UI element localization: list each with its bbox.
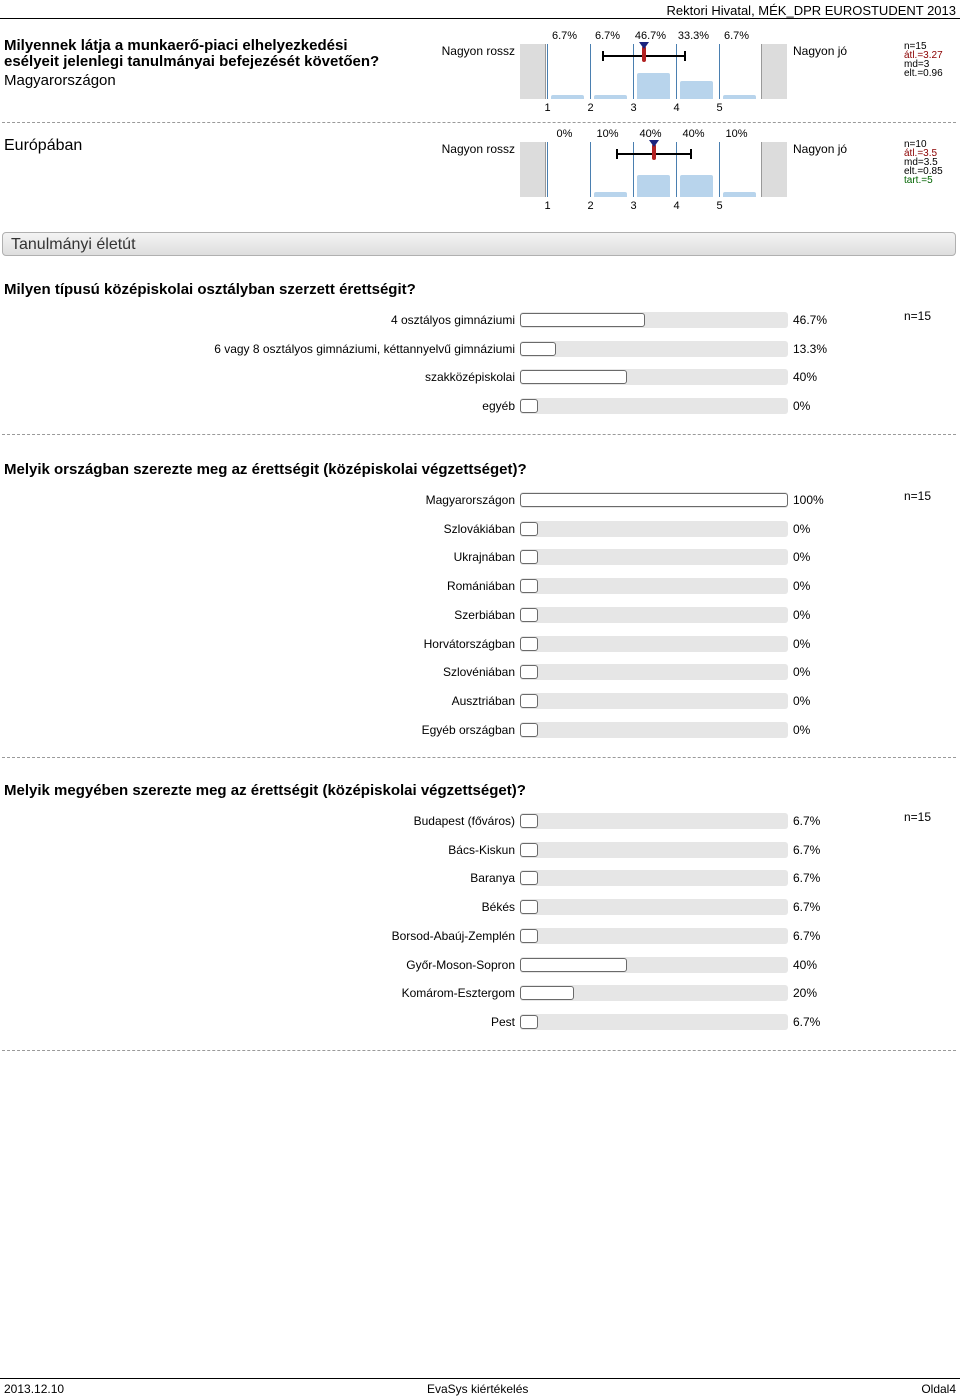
option-label: Borsod-Abaúj-Zemplén bbox=[391, 928, 515, 943]
sd-cap-right bbox=[684, 51, 686, 61]
option-label: Magyarországon bbox=[425, 493, 515, 507]
option-percent: 6.7% bbox=[793, 871, 821, 886]
bar-fill bbox=[520, 493, 788, 507]
option-label: Bács-Kiskun bbox=[448, 842, 515, 857]
option-label: Romániában bbox=[446, 579, 515, 594]
percent-label: 10% bbox=[725, 128, 748, 140]
option-percent: 0% bbox=[793, 607, 811, 622]
n-count: n=15 bbox=[904, 489, 932, 503]
option-label: Győr-Moson-Sopron bbox=[406, 957, 515, 972]
bar-fill bbox=[520, 958, 627, 972]
stat-md: md=3.5 bbox=[904, 157, 938, 168]
histogram-tick-line bbox=[719, 142, 720, 197]
option-label: 6 vagy 8 osztályos gimnáziumi, kéttannyelvű gimnáziumi bbox=[214, 341, 515, 356]
option-percent: 13.3% bbox=[793, 341, 828, 356]
question-title: Milyen típusú középiskolai osztályban szerzett érettségit? bbox=[4, 281, 416, 298]
histogram-bar bbox=[723, 192, 756, 198]
option-percent: 0% bbox=[793, 665, 811, 680]
option-percent: 6.7% bbox=[793, 842, 821, 857]
tick-label: 5 bbox=[716, 200, 723, 212]
histogram-tick-line bbox=[633, 44, 634, 99]
scale-side-left bbox=[520, 44, 545, 99]
option-label: Baranya bbox=[470, 871, 515, 886]
tick-label: 1 bbox=[544, 102, 551, 114]
tick-label: 4 bbox=[673, 102, 680, 114]
scale-left-label: Nagyon rossz bbox=[441, 142, 515, 156]
bar-track bbox=[520, 398, 788, 414]
bar-fill bbox=[520, 579, 538, 593]
bar-fill bbox=[520, 637, 538, 651]
stat-abst: tart.=5 bbox=[904, 175, 933, 186]
bar-fill bbox=[520, 871, 538, 885]
bar-track bbox=[520, 607, 788, 623]
scale-row-2-sub: Európában bbox=[4, 137, 83, 154]
scale-right-label: Nagyon jó bbox=[793, 142, 848, 156]
bar-fill bbox=[520, 986, 574, 1000]
scale-side-right bbox=[762, 142, 787, 197]
stat-n: n=10 bbox=[904, 139, 927, 150]
option-percent: 40% bbox=[793, 370, 818, 385]
option-label: Szlovákiában bbox=[443, 521, 515, 536]
percent-label: 6.7% bbox=[723, 30, 750, 42]
percent-label: 33.3% bbox=[677, 30, 710, 42]
histogram-bar bbox=[594, 192, 627, 198]
histogram-bar bbox=[551, 95, 584, 99]
histogram-tick-line bbox=[719, 44, 720, 99]
bar-fill bbox=[520, 723, 538, 737]
tick-label: 3 bbox=[630, 200, 637, 212]
histogram-bar bbox=[680, 175, 713, 197]
option-percent: 20% bbox=[793, 986, 818, 1001]
n-count: n=15 bbox=[904, 810, 932, 824]
option-percent: 6.7% bbox=[793, 1014, 821, 1029]
stat-n: n=15 bbox=[904, 41, 927, 52]
bar-track bbox=[520, 664, 788, 680]
footer-date: 2013.12.10 bbox=[4, 1382, 65, 1396]
separator bbox=[2, 1050, 956, 1051]
median-marker bbox=[649, 140, 659, 147]
option-label: Pest bbox=[490, 1014, 515, 1029]
bar-track bbox=[520, 899, 788, 915]
stat-mean: átl.=3.5 bbox=[904, 148, 938, 159]
sd-cap-left bbox=[616, 149, 618, 159]
question-title: Melyik országban szerezte meg az érettségit (középiskolai végzettséget)? bbox=[4, 461, 527, 478]
histogram-tick-line bbox=[547, 142, 548, 197]
option-label: Horvátországban bbox=[423, 636, 515, 651]
scale-right-label: Nagyon jó bbox=[793, 44, 848, 58]
bar-track bbox=[520, 722, 788, 738]
bar-fill bbox=[520, 694, 538, 708]
bar-track bbox=[520, 636, 788, 652]
report-header: Rektori Hivatal, MÉK_DPR EUROSTUDENT 2013 bbox=[666, 3, 956, 18]
percent-label: 10% bbox=[596, 128, 619, 140]
option-percent: 6.7% bbox=[793, 814, 821, 828]
bar-fill bbox=[520, 522, 538, 536]
question-title: Melyik megyében szerezte meg az érettségit (középiskolai végzettséget)? bbox=[4, 782, 526, 799]
option-percent: 0% bbox=[793, 579, 811, 594]
bar-fill bbox=[520, 929, 538, 943]
stat-sd: elt.=0.96 bbox=[904, 68, 943, 79]
tick-label: 2 bbox=[587, 200, 594, 212]
bar-fill bbox=[520, 342, 556, 356]
option-percent: 100% bbox=[793, 493, 824, 507]
option-percent: 6.7% bbox=[793, 900, 821, 915]
option-label: Szlovéniában bbox=[442, 665, 515, 680]
option-label: egyéb bbox=[482, 399, 515, 414]
bar-fill bbox=[520, 665, 538, 679]
scale-question-title: Milyennek látja a munkaerő-piaci elhelyezkedési esélyeit jelenlegi tanulmányai befejezését követően? bbox=[4, 37, 380, 70]
bar-track bbox=[520, 341, 788, 357]
option-label: Szerbiában bbox=[454, 607, 515, 622]
tick-label: 1 bbox=[544, 200, 551, 212]
header-divider bbox=[0, 18, 960, 19]
histogram-tick-line bbox=[590, 44, 591, 99]
n-count: n=15 bbox=[904, 309, 932, 323]
bar-track bbox=[520, 549, 788, 565]
histogram-tick-line bbox=[547, 44, 548, 99]
bar-track bbox=[520, 813, 788, 829]
percent-label: 6.7% bbox=[594, 30, 621, 42]
histogram-tick-line bbox=[676, 44, 677, 99]
histogram-bar bbox=[723, 95, 756, 99]
bar-fill bbox=[520, 1015, 538, 1029]
footer-divider bbox=[0, 1378, 960, 1379]
bar-fill bbox=[520, 550, 538, 564]
histogram-bar bbox=[637, 175, 670, 197]
option-label: Komárom-Esztergom bbox=[401, 986, 515, 1001]
footer-center: EvaSys kiértékelés bbox=[427, 1382, 529, 1396]
percent-label: 40% bbox=[639, 128, 662, 140]
option-label: Budapest (főváros) bbox=[413, 814, 515, 828]
bar-track bbox=[520, 693, 788, 709]
option-label: 4 osztályos gimnáziumi bbox=[390, 313, 515, 327]
histogram-bar bbox=[637, 73, 670, 99]
option-label: Békés bbox=[481, 900, 515, 915]
scale-side-left bbox=[520, 142, 545, 197]
bar-fill bbox=[520, 843, 538, 857]
bar-fill bbox=[520, 370, 627, 384]
option-percent: 0% bbox=[793, 722, 811, 737]
stat-sd: elt.=0.85 bbox=[904, 166, 943, 177]
option-percent: 0% bbox=[793, 693, 811, 708]
section-header: Tanulmányi életút bbox=[2, 232, 956, 256]
option-percent: 0% bbox=[793, 550, 811, 565]
percent-label: 0% bbox=[556, 128, 573, 140]
histogram-bar bbox=[594, 95, 627, 99]
percent-label: 40% bbox=[682, 128, 705, 140]
histogram-bar bbox=[680, 81, 713, 99]
percent-label: 46.7% bbox=[634, 30, 667, 42]
bar-track bbox=[520, 1014, 788, 1030]
bar-fill bbox=[520, 608, 538, 622]
scale-row-1-sub: Magyarországon bbox=[4, 72, 116, 89]
bar-fill bbox=[520, 313, 645, 327]
scale-left-label: Nagyon rossz bbox=[441, 44, 515, 58]
bar-fill bbox=[520, 814, 538, 828]
bar-track bbox=[520, 870, 788, 886]
median-marker bbox=[639, 42, 649, 49]
option-label: szakközépiskolai bbox=[424, 370, 515, 385]
stat-mean: átl.=3.27 bbox=[904, 50, 943, 61]
bar-track bbox=[520, 842, 788, 858]
scale-side-right bbox=[762, 44, 787, 99]
option-percent: 0% bbox=[793, 636, 811, 651]
bar-track bbox=[520, 521, 788, 537]
histogram-tick-line bbox=[676, 142, 677, 197]
separator bbox=[2, 434, 956, 435]
percent-label: 6.7% bbox=[551, 30, 578, 42]
bar-track bbox=[520, 578, 788, 594]
option-percent: 46.7% bbox=[793, 313, 828, 327]
option-percent: 40% bbox=[793, 957, 818, 972]
bar-fill bbox=[520, 399, 538, 413]
option-label: Ausztriában bbox=[451, 693, 515, 708]
tick-label: 4 bbox=[673, 200, 680, 212]
option-label: Ukrajnában bbox=[453, 550, 515, 565]
separator bbox=[2, 122, 956, 123]
option-label: Egyéb országban bbox=[421, 722, 515, 737]
stat-md: md=3 bbox=[904, 59, 930, 70]
separator bbox=[2, 757, 956, 758]
bar-track bbox=[520, 928, 788, 944]
option-percent: 0% bbox=[793, 399, 811, 414]
sd-cap-right bbox=[690, 149, 692, 159]
bar-fill bbox=[520, 900, 538, 914]
tick-label: 2 bbox=[587, 102, 594, 114]
option-percent: 6.7% bbox=[793, 928, 821, 943]
histogram-tick-line bbox=[590, 142, 591, 197]
option-percent: 0% bbox=[793, 521, 811, 536]
histogram-tick-line bbox=[633, 142, 634, 197]
footer-page: Oldal4 bbox=[921, 1382, 956, 1396]
tick-label: 3 bbox=[630, 102, 637, 114]
tick-label: 5 bbox=[716, 102, 723, 114]
sd-cap-left bbox=[602, 51, 604, 61]
